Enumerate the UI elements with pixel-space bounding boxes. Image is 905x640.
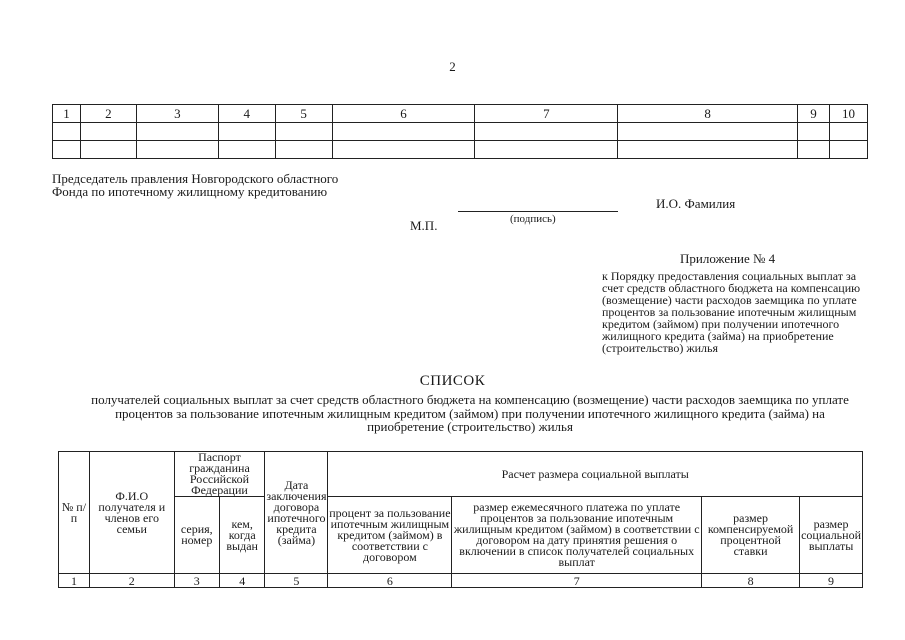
col-number: 5 — [265, 574, 328, 588]
col-number: 4 — [218, 105, 275, 123]
appendix-text: к Порядку предоставления социальных выплат за счет средств областного бюджета на компенсацию (возмещение) части расходов заемщика по уплате процентов за пользование ипотечным жилищным кредитом (займом) при получении ипотечного жилищного кредита (займа) на приобретение (строительство) жилья — [602, 269, 861, 355]
header-contract-date: Дата заключения договора ипотечного кредита (займа) — [265, 452, 328, 574]
page-number: 2 — [449, 59, 456, 74]
continuation-table — [52, 104, 868, 159]
col-number: 6 — [328, 574, 452, 588]
stamp-place: М.П. — [410, 218, 438, 233]
list-title: СПИСОК — [419, 373, 486, 389]
header-interest-rate: процент за пользование ипотечным жилищным кредитом (займом) в соответствии с договором — [328, 497, 452, 574]
table-row — [53, 141, 868, 159]
col-number: 6 — [332, 105, 475, 123]
appendix-title: Приложение № 4 — [680, 251, 776, 266]
col-number: 7 — [452, 574, 702, 588]
header-fio: Ф.И.О получателя и членов его семьи — [89, 452, 174, 574]
header-payout: размер социальной выплаты — [800, 497, 863, 574]
header-passport-series: серия, номер — [174, 497, 219, 574]
table-row — [53, 123, 868, 141]
col-number: 8 — [618, 105, 798, 123]
col-number: 5 — [275, 105, 332, 123]
col-number: 9 — [798, 105, 830, 123]
col-number: 3 — [174, 574, 219, 588]
col-number: 3 — [136, 105, 218, 123]
header-passport-issued: кем, когда выдан — [219, 497, 264, 574]
col-number: 10 — [829, 105, 867, 123]
table-header-row — [53, 105, 868, 123]
header-calculation: Расчет размера социальной выплаты — [328, 452, 863, 497]
signature-hint: (подпись) — [510, 213, 556, 225]
col-number: 7 — [475, 105, 618, 123]
col-number: 4 — [219, 574, 264, 588]
chairman-title: Председатель правления Новгородского областного Фонда по ипотечному жилищному кредитованию — [52, 171, 339, 199]
col-number: 1 — [53, 105, 81, 123]
recipients-table — [58, 451, 863, 588]
list-subtitle: получателей социальных выплат за счет средств областного бюджета на компенсацию (возмещение) части расходов заемщика по уплате процентов за пользование ипотечным жилищным кредитом (займом) при получении ипотечного жилищного кредита (займа) на приобретение (строительство) жилья — [91, 392, 849, 434]
col-number: 9 — [800, 574, 863, 588]
col-number: 1 — [59, 574, 90, 588]
col-number: 2 — [89, 574, 174, 588]
column-numbers-row — [59, 574, 863, 588]
col-number: 2 — [80, 105, 136, 123]
signature-line — [458, 211, 618, 212]
header-compensated-rate: размер компенсируемой процентной ставки — [702, 497, 800, 574]
header-passport: Паспорт гражданина Российской Федерации — [174, 452, 265, 497]
header-number: № п/п — [59, 452, 90, 574]
signatory-name: И.О. Фамилия — [656, 196, 736, 211]
header-monthly-payment: размер ежемесячного платежа по уплате процентов за пользование ипотечным жилищным кредитом (займом) в соответствии с договором на дату принятия решения о включении в список получателей социальных выплат — [452, 497, 702, 574]
col-number: 8 — [702, 574, 800, 588]
